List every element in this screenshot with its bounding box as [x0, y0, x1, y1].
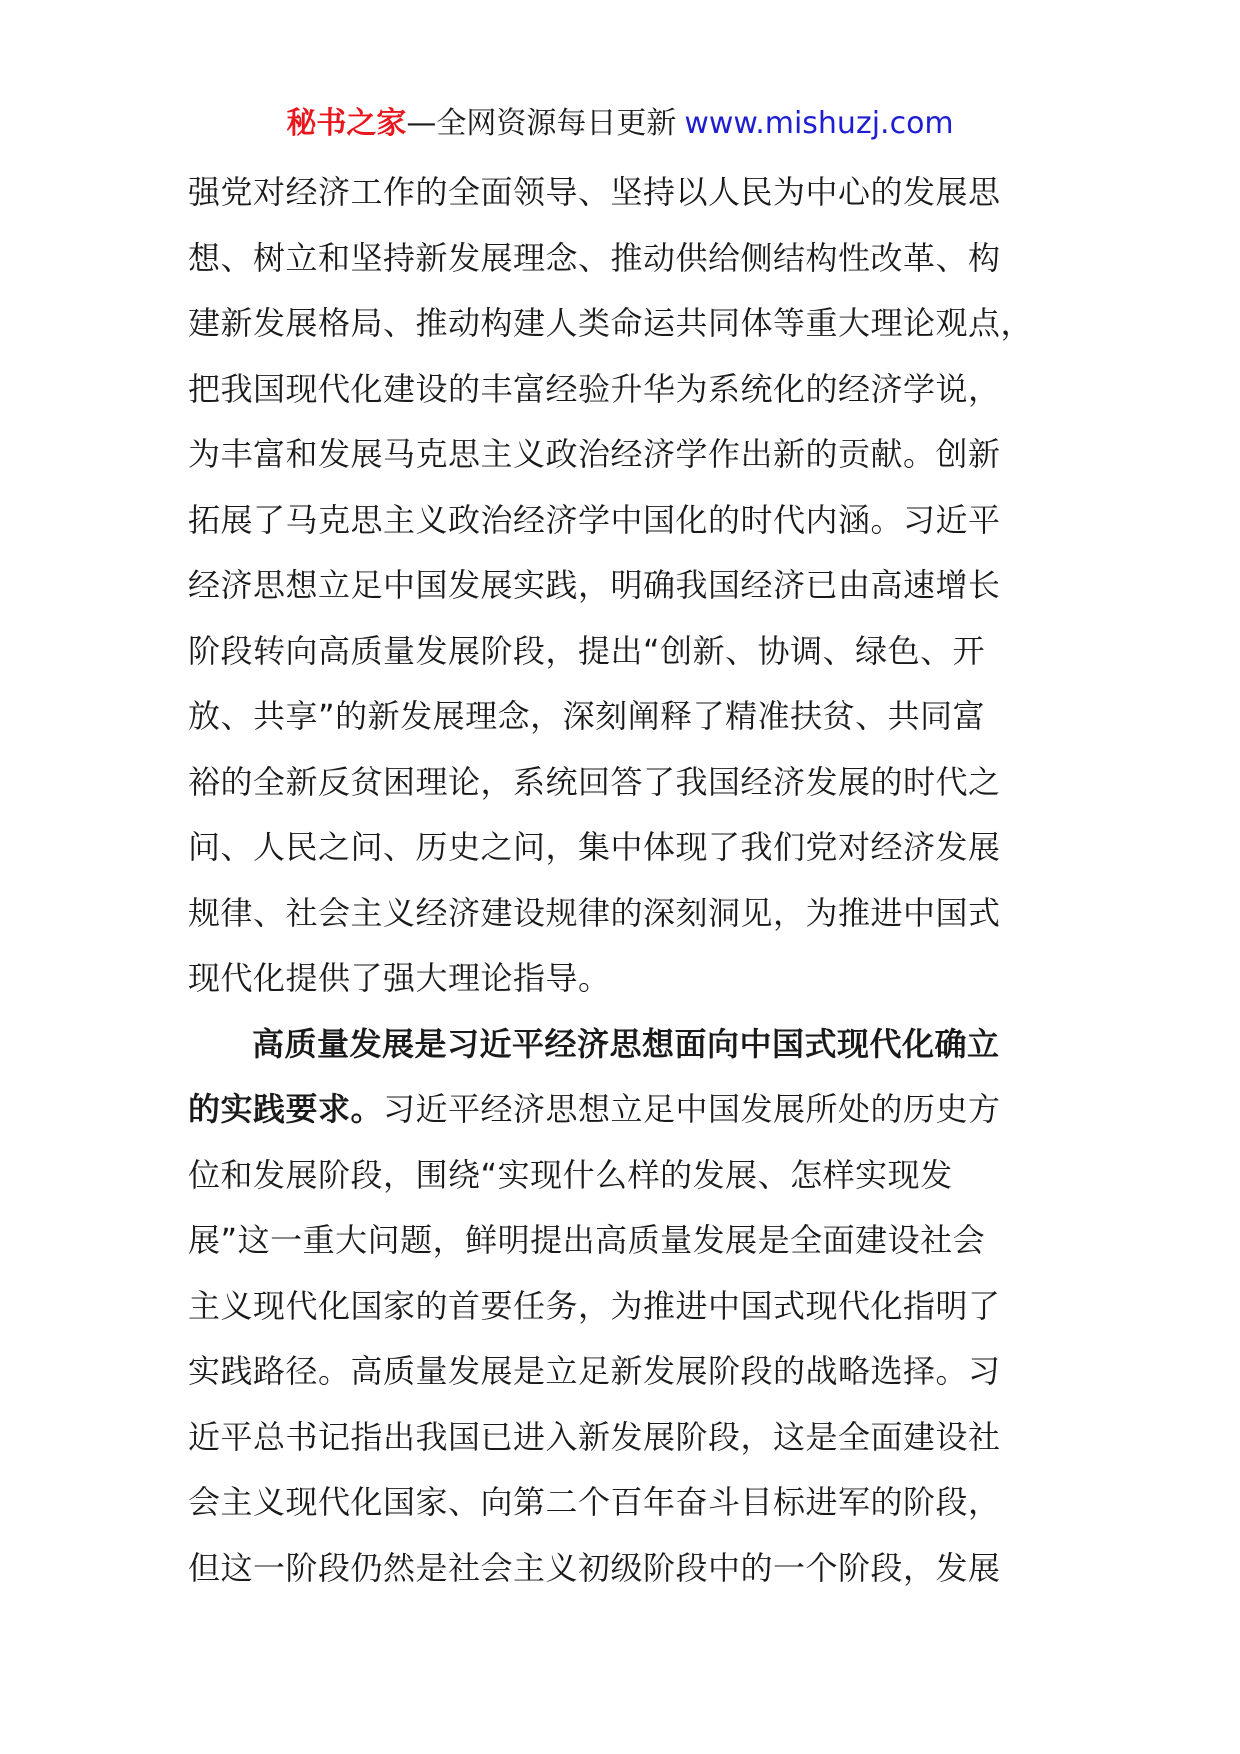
body-line: 问、人民之问、历史之问，集中体现了我们党对经济发展	[188, 828, 1001, 866]
body-line: 拓展了马克思主义政治经济学中国化的时代内涵。习近平	[188, 500, 1001, 539]
body-line: 经济思想立足中国发展实践，明确我国经济已由高速增长	[188, 566, 1001, 604]
body-line	[188, 1077, 1068, 1143]
body-line: 位和发展阶段，围绕“实现什么样的发展、怎样实现发	[188, 1155, 953, 1194]
body-text: 习近平经济思想立足中国发展所处的历史方	[383, 1090, 1001, 1128]
paragraph-heading: 高质量发展是习近平经济思想面向中国式现代化确立	[252, 1024, 1000, 1063]
body-line: 主义现代化国家的首要任务，为推进中国式现代化指明了	[188, 1286, 1001, 1325]
brand-name: 秘书之家	[286, 106, 407, 141]
body-line: 实践路径。高质量发展是立足新发展阶段的战略选择。习	[188, 1352, 1001, 1390]
body-line: 把我国现代化建设的丰富经验升华为系统化的经济学说，	[188, 369, 1001, 408]
body-line: 阶段转向高质量发展阶段，提出“创新、协调、绿色、开	[188, 631, 986, 670]
body-line: 但这一阶段仍然是社会主义初级阶段中的一个阶段，发展	[188, 1548, 1001, 1587]
page-header	[0, 102, 1240, 146]
body-line: 想、树立和坚持新发展理念、推动供给侧结构性改革、构	[188, 238, 1001, 277]
body-line: 规律、社会主义经济建设规律的深刻洞见，为推进中国式	[188, 893, 1001, 932]
body-line: 裕的全新反贫困理论，系统回答了我国经济发展的时代之	[188, 762, 1001, 801]
body-line: 建新发展格局、推动构建人类命运共同体等重大理论观点，	[188, 304, 1034, 342]
body-line: 强党对经济工作的全面领导、坚持以人民为中心的发展思	[188, 173, 1001, 211]
header-tagline: —全网资源每日更新	[406, 106, 677, 141]
body-line: 放、共享”的新发展理念，深刻阐释了精准扶贫、共同富	[188, 697, 986, 735]
paragraph-heading-end: 的实践要求。	[188, 1090, 384, 1128]
body-line: 会主义现代化国家、向第二个百年奋斗目标进军的阶段，	[188, 1483, 1001, 1521]
body-line: 展”这一重大问题，鲜明提出高质量发展是全面建设社会	[188, 1221, 986, 1259]
body-line: 为丰富和发展马克思主义政治经济学作出新的贡献。创新	[188, 435, 1001, 473]
body-line: 近平总书记指出我国已进入新发展阶段，这是全面建设社	[188, 1417, 1001, 1456]
site-url[interactable]: www.mishuzj.com	[684, 106, 954, 141]
document-body	[188, 160, 1068, 1601]
body-line: 现代化提供了强大理论指导。	[188, 959, 611, 997]
